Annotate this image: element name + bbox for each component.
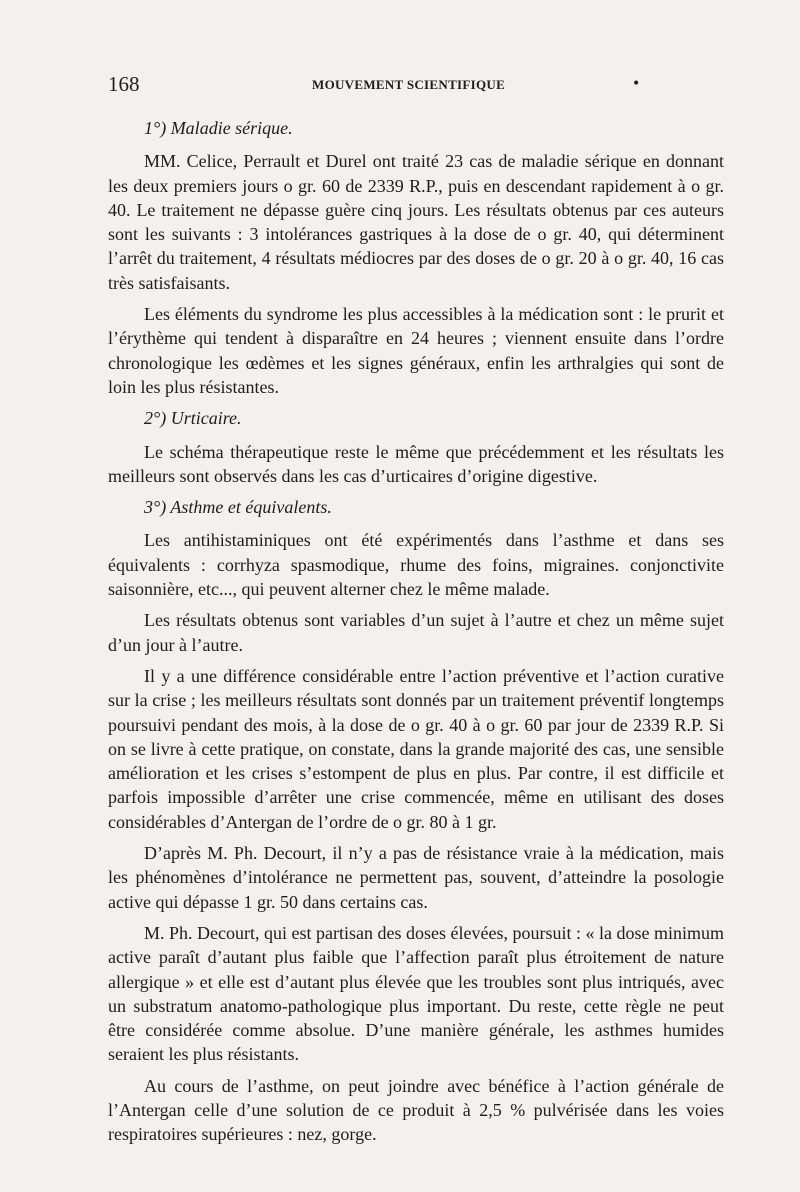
page-header <box>108 72 648 98</box>
paragraph: Les éléments du syndrome les plus accessibles à la médication sont : le prurit et l’érythème qui tendent à disparaître en 24 heures ; viennent ensuite dans l’ordre chronologique les œdèmes et les signes généraux, enfin les arthralgies qui sont de loin les plus résistantes. <box>108 304 724 397</box>
page-number: 168 <box>108 72 140 96</box>
section-heading-1: 1°) Maladie sérique. <box>144 118 293 138</box>
print-mark: • <box>632 76 641 92</box>
paragraph: MM. Celice, Perrault et Durel ont traité 23 cas de maladie sérique en donnant les deux premiers jours o gr. 60 de 2339 R.P., puis en descendant rapidement à o gr. 40. Le traitement ne dépasse guère cinq jours. Les résultats obtenus par ces auteurs sont les suivants : 3 intolérances gastriques à la dose de o gr. 40, qui déterminent l’arrêt du traitement, 4 résultats médiocres par des doses de o gr. 20 à o gr. 40, 16 cas très satisfaisants. <box>108 151 724 293</box>
paragraph: Les résultats obtenus sont variables d’un sujet à l’autre et chez un même sujet d’un jour à l’autre. <box>108 610 724 655</box>
running-head: MOUVEMENT SCIENTIFIQUE <box>312 77 506 92</box>
body-text <box>108 116 724 1154</box>
section-heading-2: 2°) Urticaire. <box>144 408 242 429</box>
paragraph: Les antihistaminiques ont été expérimentés dans l’asthme et dans ses équivalents : corrhyza spasmodique, rhume des foins, migraines. conjonctivite saisonnière, etc..., qui peuvent alterner chez le même malade. <box>108 530 724 600</box>
paragraph: D’après M. Ph. Decourt, il n’y a pas de résistance vraie à la médication, mais les phénomènes d’intolérance ne permettent pas, souvent, d’atteindre la posologie active qui dépasse 1 gr. 50 dans certains cas. <box>108 843 724 912</box>
paragraph: M. Ph. Decourt, qui est partisan des doses élevées, poursuit : « la dose minimum active paraît d’autant plus faible que l’affection paraît plus étroitement de nature allergique » et elle est d’autant plus élevée que les troubles sont plus intriqués, avec un substratum anatomo-pathologique plus important. Du reste, cette règle ne peut être considérée comme absolue. D’une manière générale, les asthmes humides seraient les plus résistants. <box>108 922 724 1065</box>
section-heading-3: 3°) Asthme et équivalents. <box>144 497 332 518</box>
paragraph: Le schéma thérapeutique reste le même que précédemment et les résultats les meilleurs sont observés dans les cas d’urticaires d’origine digestive. <box>108 441 724 486</box>
paragraph: Il y a une différence considérable entre l’action préventive et l’action curative sur la crise ; les meilleurs résultats sont donnés par un traitement préventif longtemps poursuivi pendant des mois, à la dose de o gr. 40 à o gr. 60 par jour de 2339 R.P. Si on se livre à cette pratique, on constate, dans la grande majorité des cas, une sensible amélioration et les crises s’estompent de plus en plus. Par contre, il est difficile et parfois impossible d’arrêter une crise commencée, même en utilisant des doses considérables d’Antergan de l’ordre de o gr. 80 à 1 gr. <box>108 665 724 832</box>
paragraph: Au cours de l’asthme, on peut joindre avec bénéfice à l’action générale de l’Antergan celle d’une solution de ce produit à 2,5 % pulvérisée dans les voies respiratoires supérieures : nez, gorge. <box>108 1075 724 1145</box>
